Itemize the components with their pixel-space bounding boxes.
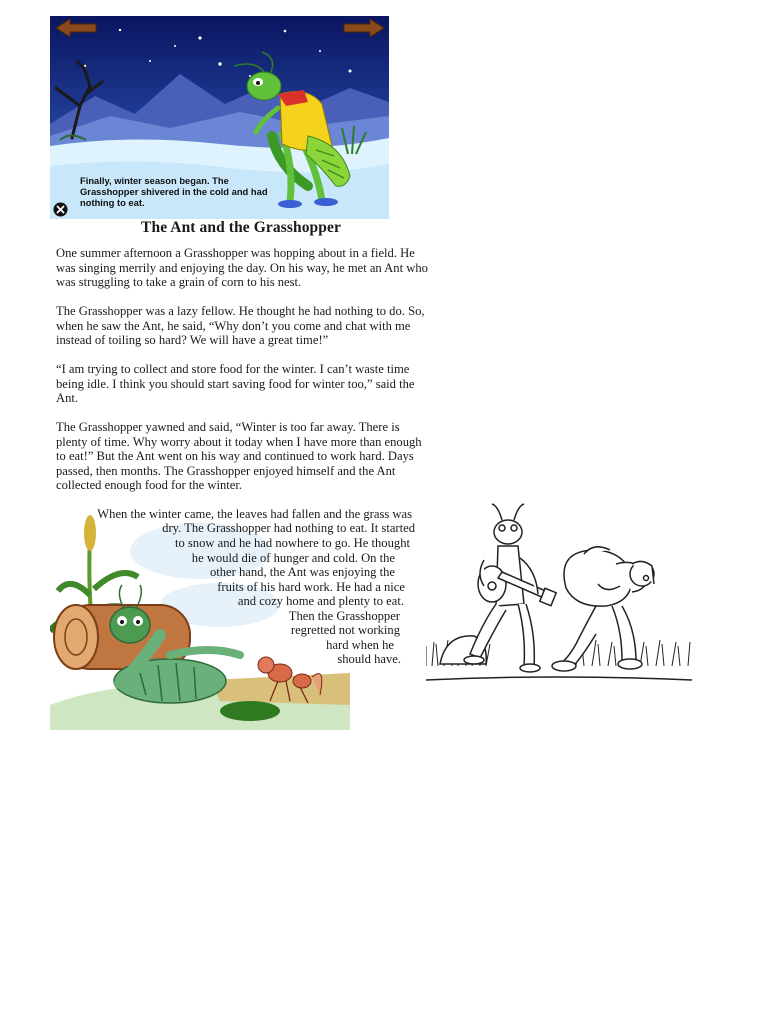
story-ending-line: should have. (337, 652, 401, 666)
story-paragraph: One summer afternoon a Grasshopper was hopping about in a field. He was singing merrily and enjoying the day. On his way, he met an Ant who was struggling to take a grain of corn to his nest. (56, 246, 428, 290)
story-ending-line: to snow and he had nowhere to go. He thought (174, 536, 410, 550)
story-ending-line: Then the Grasshopper (288, 609, 400, 623)
story-ending-line: he would die of hunger and cold. On the (191, 551, 395, 565)
close-icon[interactable] (53, 202, 68, 217)
story-paragraph: “I am trying to collect and store food for the winter. I can’t waste time being idle. I think you should start saving food for winter too,” said the Ant. (56, 362, 415, 406)
story-ending-line: other hand, the Ant was enjoying the (209, 565, 395, 579)
story-ending-line: fruits of his hard work. He had a nice (217, 580, 405, 594)
arrow-right-icon[interactable] (342, 18, 386, 38)
story-paragraph: The Grasshopper yawned and said, “Winter is too far away. There is plenty of time. Why worry about it today when I have more than enough to eat!” But the Ant went on his way and continued to work hard. Days passed, then months. The Grasshopper enjoyed himself and the Ant collected enough food for the winter. (56, 420, 422, 493)
story-ending-line: and cozy home and plenty to eat. (237, 594, 404, 608)
arrow-left-icon[interactable] (54, 18, 98, 38)
ant-grasshopper-sketch-illustration (426, 494, 692, 690)
story-ending-line: When the winter came, the leaves had fallen and the grass was (97, 507, 412, 521)
story-ending-line: dry. The Grasshopper had nothing to eat. It started (162, 521, 415, 535)
story-title: The Ant and the Grasshopper (141, 219, 341, 236)
story-paragraph: The Grasshopper was a lazy fellow. He thought he had nothing to do. So, when he saw the Ant, he said, “Why don’t you come and chat with me instead of toiling so hard? We will have a great time!” (56, 304, 425, 348)
story-ending-line: hard when he (326, 638, 394, 652)
scene-caption: Finally, winter season began. The Grasshopper shivered in the cold and had nothing to eat. (80, 175, 268, 208)
story-ending-line: regretted not working (290, 623, 400, 637)
